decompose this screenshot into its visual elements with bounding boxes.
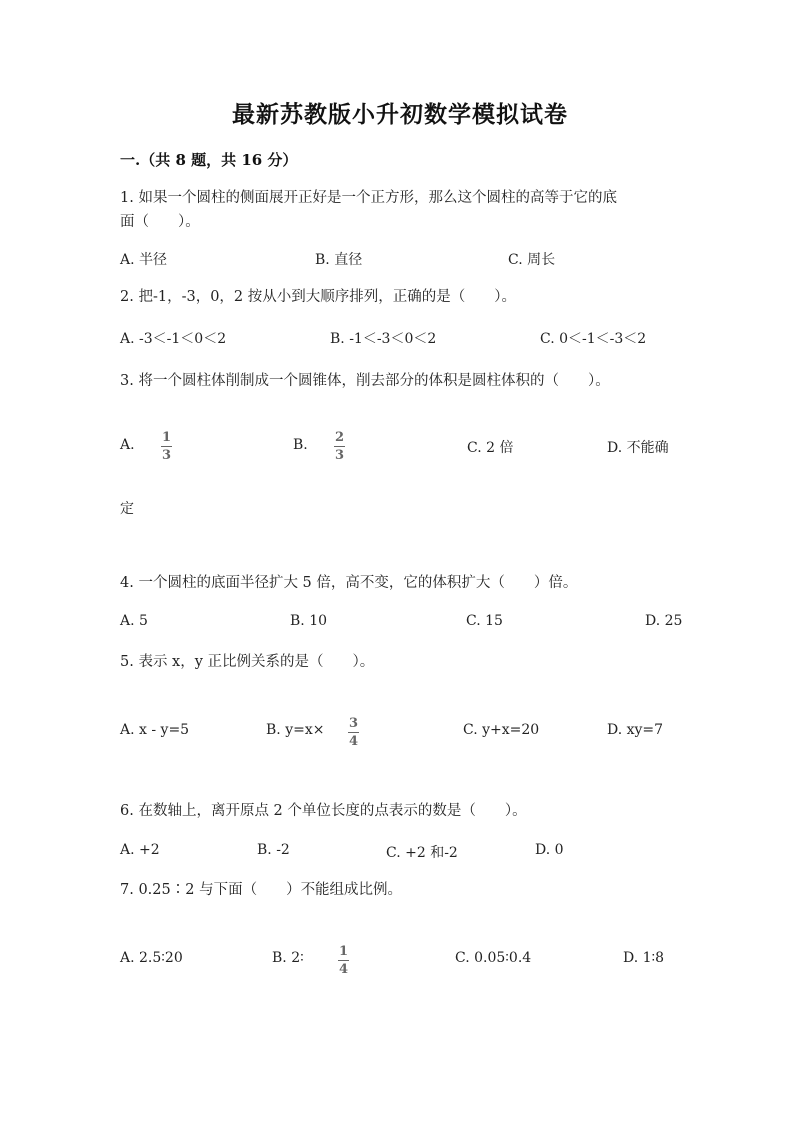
question-1-option-b: B. 直径 [315, 252, 363, 268]
question-1-line-2: 面（ ）。 [120, 214, 200, 230]
question-1-option-a: A. 半径 [120, 252, 168, 268]
fraction-numerator: 2 [334, 430, 345, 445]
question-5-option-a: A. x - y=5 [120, 722, 190, 738]
question-7-option-b: B. 2∶ [272, 950, 304, 966]
question-7-option-a: A. 2.5∶20 [120, 950, 183, 966]
fraction-numerator: 3 [348, 716, 359, 731]
fraction-bar [348, 732, 359, 733]
fraction-numerator: 1 [161, 430, 172, 445]
question-7-text: 7. 0.25∶2 与下面（ ）不能组成比例。 [120, 882, 403, 898]
question-7-option-c: C. 0.05∶0.4 [455, 950, 532, 966]
page-title: 最新苏教版小升初数学模拟试卷 [232, 101, 568, 128]
question-7-option-b-fraction [338, 944, 349, 977]
question-7-option-d: D. 1∶8 [623, 950, 665, 966]
fraction-bar [334, 446, 345, 447]
question-3-option-b-fraction [334, 430, 345, 463]
question-3-option-d-continuation: 定 [120, 501, 134, 517]
fraction-denominator: 4 [338, 962, 349, 977]
question-6-option-b: B. -2 [257, 842, 290, 858]
fraction-denominator: 3 [161, 448, 172, 463]
question-6-text: 6. 在数轴上，离开原点 2 个单位长度的点表示的数是（ ）。 [120, 803, 527, 819]
fraction-denominator: 4 [348, 734, 359, 749]
question-2-text: 2. 把-1，-3，0，2 按从小到大顺序排列，正确的是（ ）。 [120, 289, 517, 305]
question-1-option-c: C. 周长 [508, 252, 556, 268]
question-3-option-a: A. [120, 437, 135, 453]
question-2-option-a: A. -3＜-1＜0＜2 [120, 331, 227, 347]
fraction-bar [161, 446, 172, 447]
question-5-text: 5. 表示 x，y 正比例关系的是（ ）。 [120, 654, 375, 670]
question-3-option-a-fraction [161, 430, 172, 463]
section-heading: 一.（共 8 题，共 16 分） [120, 151, 298, 169]
question-4-option-d: D. 25 [645, 613, 683, 629]
question-6-option-a: A. +2 [120, 842, 160, 858]
question-3-text: 3. 将一个圆柱体削制成一个圆锥体，削去部分的体积是圆柱体积的（ ）。 [120, 373, 610, 389]
question-3-option-b: B. [293, 437, 308, 453]
question-3-option-d: D. 不能确 [607, 440, 669, 456]
question-6-option-c: C. +2 和-2 [386, 845, 458, 861]
fraction-numerator: 1 [338, 944, 349, 959]
question-5-option-b: B. y=x× [266, 722, 325, 738]
question-5-option-b-fraction [348, 716, 359, 749]
fraction-denominator: 3 [334, 448, 345, 463]
question-6-option-d: D. 0 [535, 842, 564, 858]
question-5-option-d: D. xy=7 [607, 722, 664, 738]
question-1-line-1: 1. 如果一个圆柱的侧面展开正好是一个正方形，那么这个圆柱的高等于它的底 [120, 190, 617, 206]
question-4-option-a: A. 5 [120, 613, 148, 629]
question-4-option-b: B. 10 [290, 613, 328, 629]
question-4-option-c: C. 15 [466, 613, 503, 629]
fraction-bar [338, 960, 349, 961]
question-2-option-b: B. -1＜-3＜0＜2 [330, 331, 437, 347]
question-4-text: 4. 一个圆柱的底面半径扩大 5 倍，高不变，它的体积扩大（ ）倍。 [120, 575, 578, 591]
question-3-option-c: C. 2 倍 [467, 440, 514, 456]
question-2-option-c: C. 0＜-1＜-3＜2 [540, 331, 647, 347]
question-5-option-c: C. y+x=20 [463, 722, 540, 738]
